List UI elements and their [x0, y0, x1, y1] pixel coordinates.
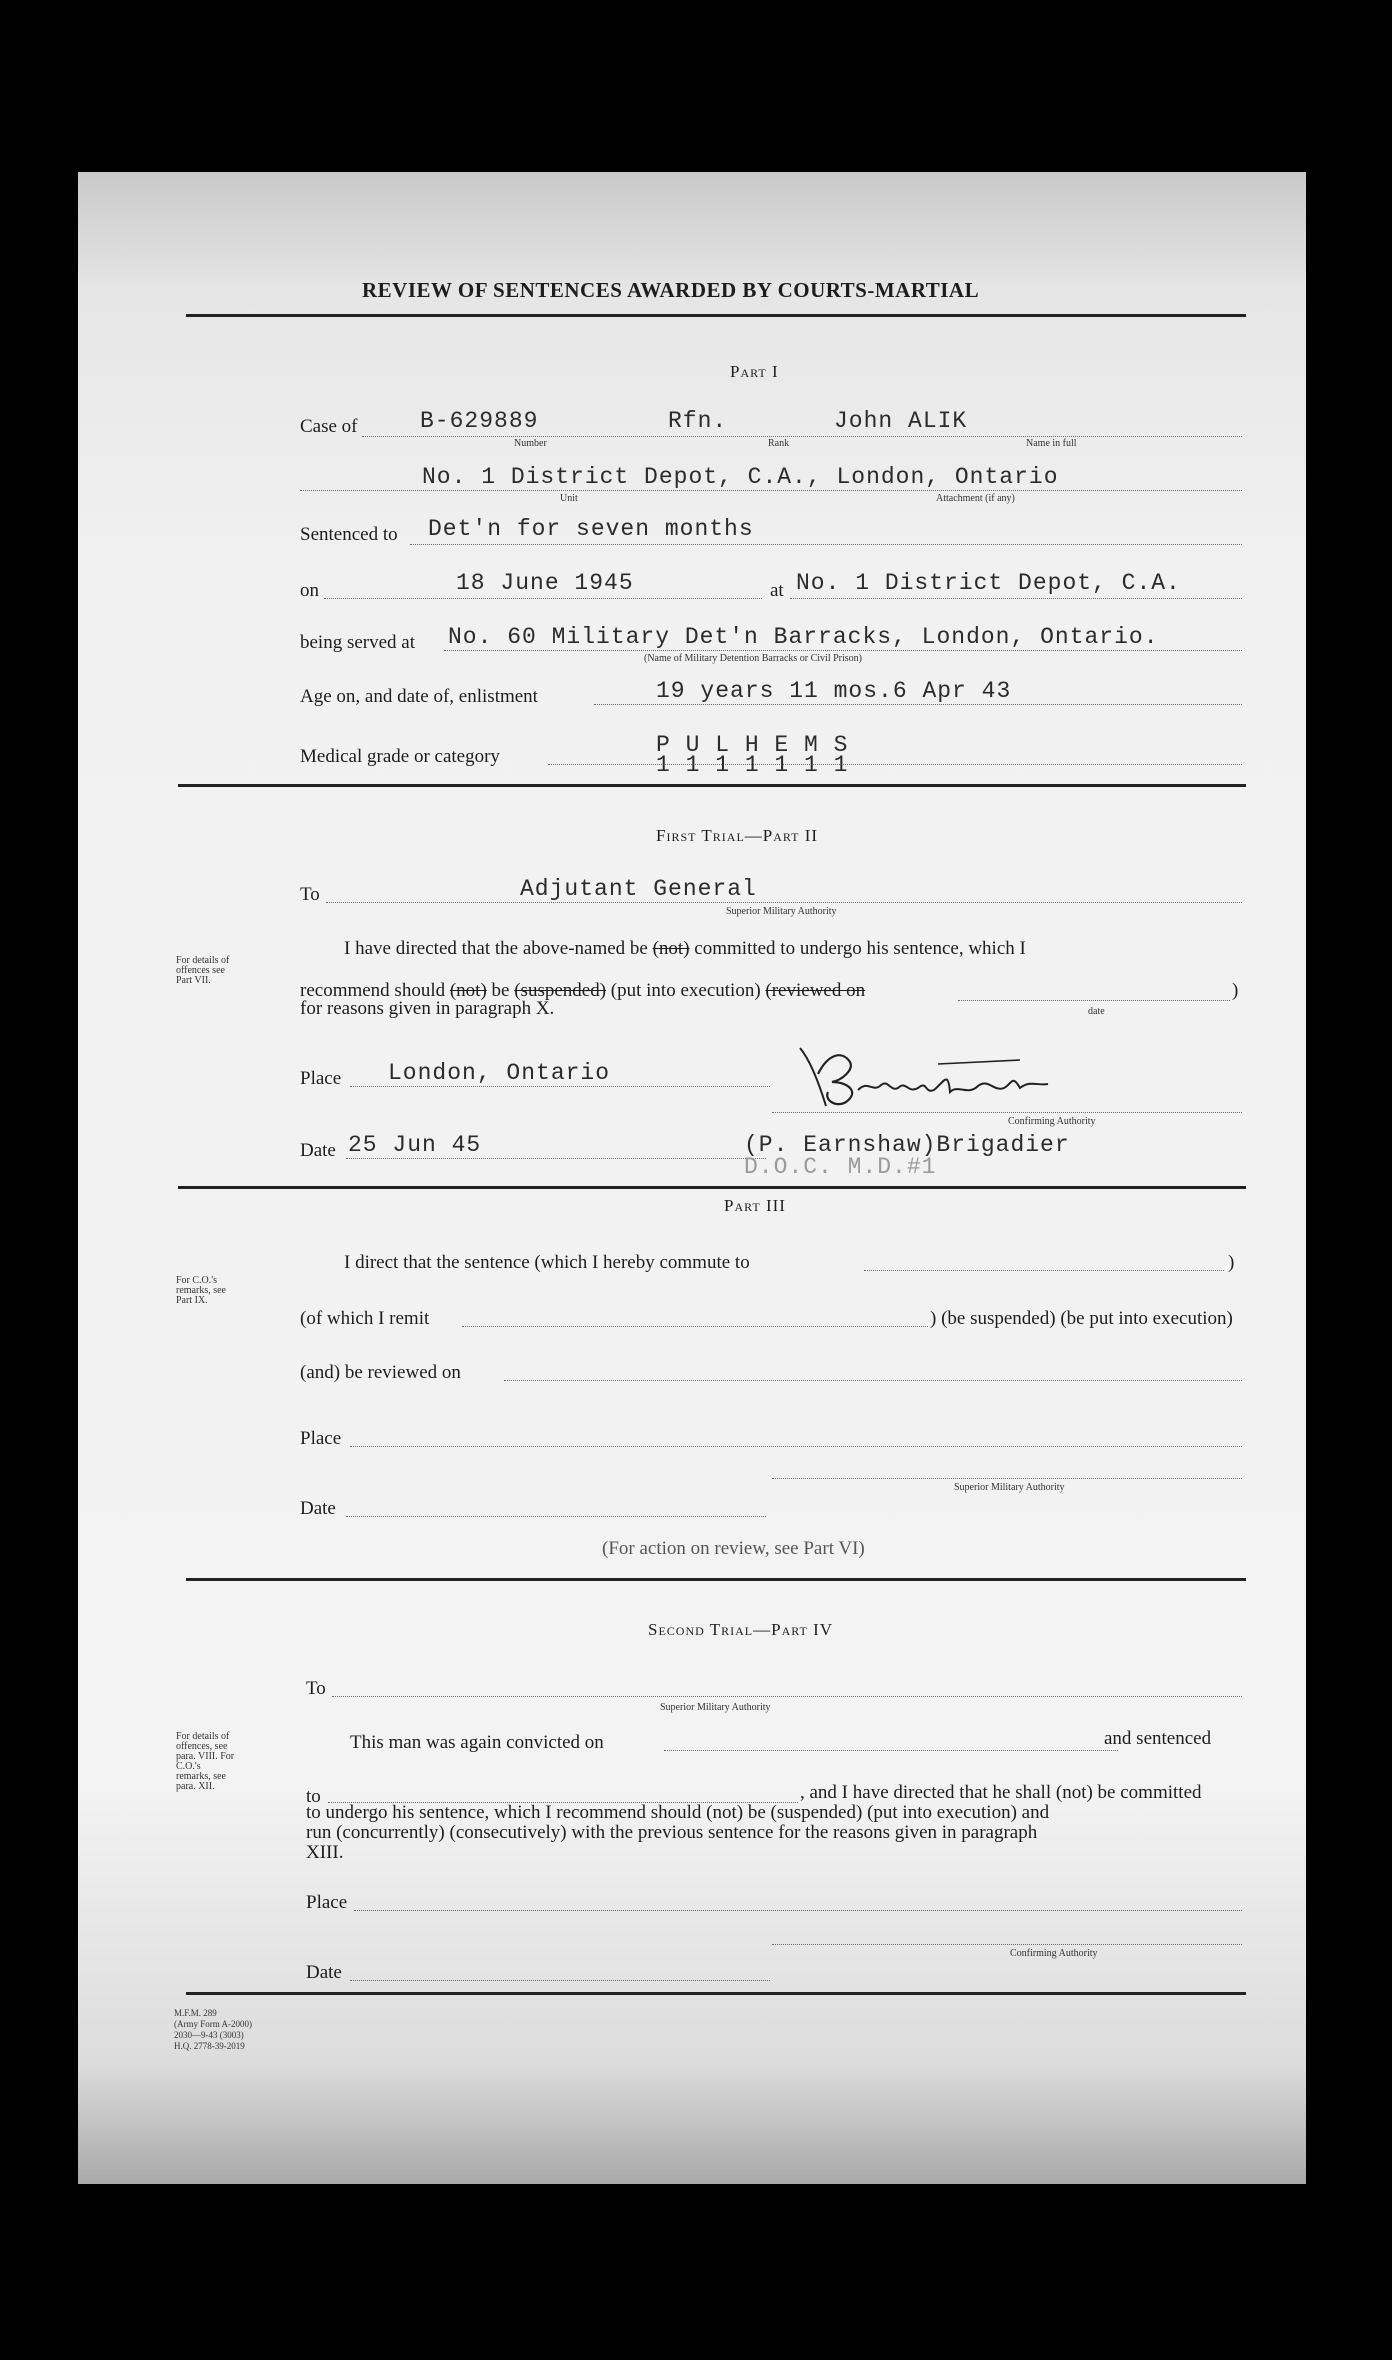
part2-line2-b: be: [491, 980, 510, 1001]
medical-line: [548, 764, 1242, 765]
part4-authority-caption: Confirming Authority: [1010, 1948, 1098, 1959]
form-number-line: H.Q. 2778-39-2019: [174, 2041, 245, 2051]
title-rule: [186, 314, 1246, 317]
part3-commute-line: [864, 1270, 1224, 1271]
part2-heading: First Trial—Part II: [656, 826, 819, 845]
sentenced-line: [410, 544, 1242, 545]
part4-heading: Second Trial—Part IV: [648, 1620, 834, 1639]
served-label: being served at: [300, 632, 416, 653]
form-number-block: [174, 2008, 252, 2052]
part2-place-line: [350, 1086, 770, 1087]
part3-line2-a: (of which I remit: [300, 1308, 430, 1329]
name-value: John ALIK: [834, 408, 968, 434]
rank-caption: Rank: [768, 438, 790, 449]
part2-signer: (P. Earnshaw)Brigadier: [744, 1132, 1070, 1158]
part3-margin-note: For C.O.'s remarks, see Part IX.: [176, 1275, 226, 1306]
on-line: [324, 598, 762, 599]
part3-line2-b: ) (be suspended) (be put into execution): [930, 1308, 1233, 1329]
age-value: 19 years 11 mos.6 Apr 43: [656, 678, 1012, 704]
part3-authority-caption: Superior Military Authority: [954, 1482, 1065, 1493]
form-number-line: (Army Form A-2000): [174, 2019, 252, 2029]
part4-margin-note: For details of offences, see para. VIII. For C.O.'s remarks, see para. XII.: [176, 1731, 235, 1792]
part2-line1: [344, 938, 1026, 960]
part2-to-caption: Superior Military Authority: [726, 906, 837, 917]
part3-rule: [186, 1578, 1246, 1581]
part2-line2-struck3: (reviewed on: [765, 980, 866, 1001]
part2-to-line: [326, 902, 1242, 903]
part4-date-label: Date: [306, 1962, 342, 1983]
part2-line2-a: recommend should: [300, 980, 446, 1001]
sentenced-label: Sentenced to: [300, 524, 398, 545]
age-line: [594, 704, 1242, 705]
number-caption: Number: [514, 438, 547, 449]
part2-line1-struck: (not): [652, 938, 690, 959]
rank-value: Rfn.: [668, 408, 728, 434]
attachment-caption: Attachment (if any): [936, 493, 1015, 504]
part4-line4: run (concurrently) (consecutively) with the previous sentence for the reasons given in paragraph: [306, 1822, 1038, 1843]
part4-date-line: [350, 1980, 770, 1981]
part3-line3: (and) be reviewed on: [300, 1362, 461, 1383]
name-caption: Name in full: [1026, 438, 1077, 449]
form-sheet: [78, 172, 1306, 2184]
part3-date-label: Date: [300, 1498, 336, 1519]
part4-rule: [186, 1992, 1246, 1995]
part4-line2-b: , and I have directed that he shall (not) be committed: [800, 1782, 1202, 1803]
part3-footnote: (For action on review, see Part VI): [602, 1538, 865, 1559]
part2-authority-line: [772, 1112, 1242, 1113]
part2-review-date-line: [958, 1000, 1230, 1001]
part2-line2-struck2: (suspended): [514, 980, 607, 1001]
part3-place-label: Place: [300, 1428, 342, 1449]
part3-line1-end: ): [1228, 1252, 1235, 1273]
case-of-line: [362, 436, 1242, 437]
part2-date-line: [346, 1158, 766, 1159]
confirming-signature: [798, 1040, 1118, 1120]
on-label: on: [300, 580, 319, 601]
part2-rule: [178, 1186, 1246, 1189]
part4-convicted-line: [664, 1750, 1118, 1751]
served-caption: (Name of Military Detention Barracks or Civil Prison): [644, 653, 863, 664]
part2-line1-a: I have directed that the above-named be: [344, 938, 648, 959]
part4-line2-a: to: [306, 1786, 321, 1807]
medical-value-top: P U L H E M S: [656, 732, 849, 758]
at-value: No. 1 District Depot, C.A.: [796, 570, 1181, 596]
part2-to-value: Adjutant General: [520, 876, 757, 902]
part4-authority-line: [772, 1944, 1242, 1945]
number-value: B-629889: [420, 408, 539, 434]
unit-value: No. 1 District Depot, C.A., London, Ontario: [422, 464, 1059, 490]
part3-line1: I direct that the sentence (which I hereby commute to: [344, 1252, 750, 1273]
form-number-line: M.F.M. 289: [174, 2008, 217, 2018]
sentenced-value: Det'n for seven months: [428, 516, 754, 542]
part3-heading: Part III: [724, 1196, 786, 1215]
part3-date-line: [346, 1516, 766, 1517]
part4-line3: to undergo his sentence, which I recommend should (not) be (suspended) (put into execution) and: [306, 1802, 1050, 1823]
served-line: [444, 650, 1242, 651]
part2-date-caption: date: [1088, 1006, 1105, 1017]
part1-rule: [178, 784, 1246, 787]
part4-place-label: Place: [306, 1892, 348, 1913]
unit-caption: Unit: [560, 493, 578, 504]
part4-to-label: To: [306, 1678, 326, 1699]
form-title: REVIEW OF SENTENCES AWARDED BY COURTS-MARTIAL: [362, 278, 980, 302]
served-value: No. 60 Military Det'n Barracks, London, Ontario.: [448, 624, 1159, 650]
form-number-line: 2030—9-43 (3003): [174, 2030, 244, 2040]
at-line: [790, 598, 1242, 599]
part4-to-line: [332, 1696, 1242, 1697]
part4-line5: XIII.: [306, 1842, 344, 1863]
part2-place-label: Place: [300, 1068, 342, 1089]
part3-review-line: [504, 1380, 1242, 1381]
on-value: 18 June 1945: [456, 570, 634, 596]
part2-line3: for reasons given in paragraph X.: [300, 998, 555, 1019]
part3-remit-line: [462, 1326, 928, 1327]
part1-heading: Part I: [730, 362, 779, 381]
part2-date-label: Date: [300, 1140, 336, 1161]
part2-date-value: 25 Jun 45: [348, 1132, 482, 1158]
part2-to-label: To: [300, 884, 320, 905]
part2-line2-end: ): [1232, 980, 1239, 1001]
part4-line1-a: This man was again convicted on: [350, 1732, 604, 1753]
part2-line2-struck1: (not): [449, 980, 487, 1001]
part3-authority-line: [772, 1478, 1242, 1479]
unit-line: [300, 490, 1242, 491]
part2-line1-b: committed to undergo his sentence, which I: [694, 938, 1026, 959]
part2-line2-c: (put into execution): [610, 980, 761, 1001]
part4-line1-b: and sentenced: [1104, 1728, 1212, 1749]
part3-place-line: [350, 1446, 1242, 1447]
at-label: at: [770, 580, 784, 601]
medical-label: Medical grade or category: [300, 746, 500, 767]
part2-place-value: London, Ontario: [388, 1060, 611, 1086]
part2-margin-note: For details of offences see Part VII.: [176, 955, 230, 986]
medical-value-bottom: 1 1 1 1 1 1 1: [656, 752, 849, 778]
part2-authority-caption: Confirming Authority: [1008, 1116, 1096, 1127]
part2-signer-title: D.O.C. M.D.#1: [744, 1154, 937, 1180]
case-of-label: Case of: [300, 416, 358, 437]
age-label: Age on, and date of, enlistment: [300, 686, 538, 707]
part4-place-line: [354, 1910, 1242, 1911]
part4-to-caption: Superior Military Authority: [660, 1702, 771, 1713]
